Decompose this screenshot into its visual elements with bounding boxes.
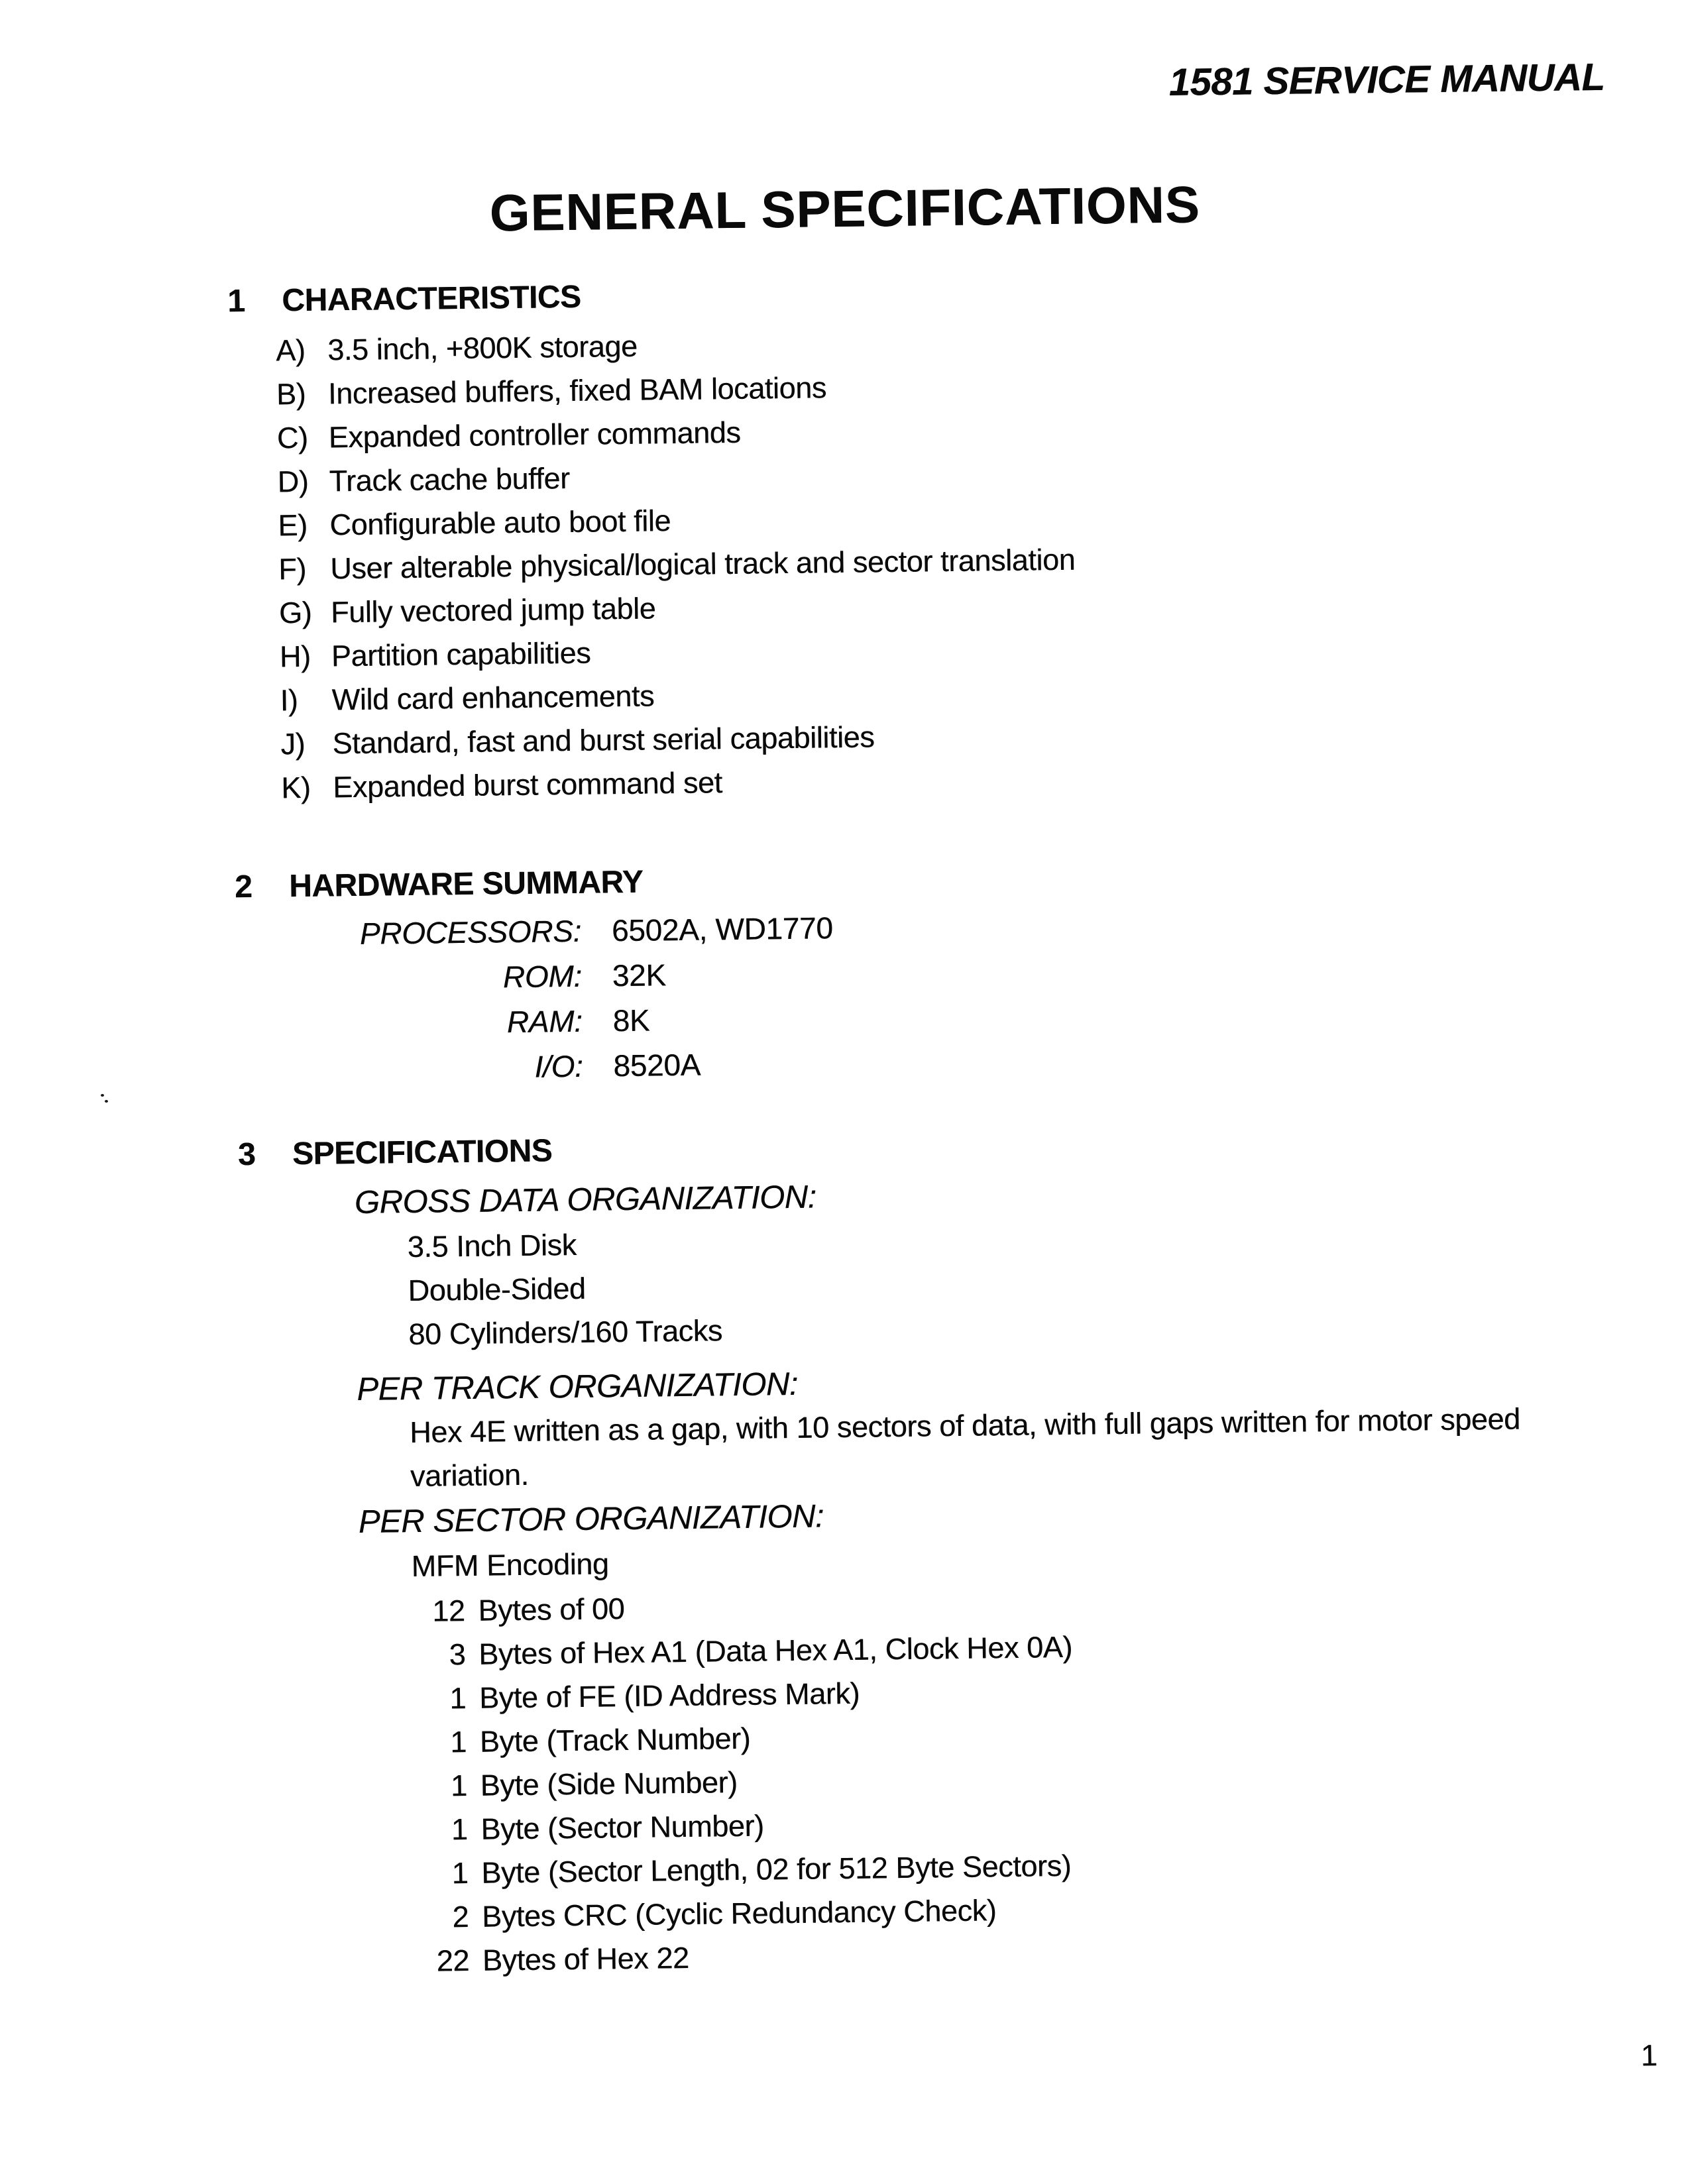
scan-artifact-speck [101, 1094, 104, 1097]
item-label: G) [278, 595, 312, 630]
item-label: D) [277, 464, 309, 499]
spec-label: I/O: [534, 1048, 583, 1084]
spec-value: 32K [612, 957, 667, 993]
section-number: 2 [234, 869, 253, 905]
item-label: F) [278, 551, 307, 586]
byte-row [431, 1844, 1075, 1896]
section-heading-specifications [238, 1132, 553, 1173]
list-item [281, 757, 1078, 810]
spec-line: 3.5 Inch Disk [407, 1227, 577, 1264]
byte-count: 1 [451, 1812, 468, 1847]
byte-text: Byte of FE (ID Address Mark) [478, 1676, 860, 1715]
section-heading-text: HARDWARE SUMMARY [288, 864, 644, 904]
item-label: H) [279, 639, 311, 674]
item-text: User alterable physical/logical track and sector translation [329, 542, 1076, 586]
item-text: Standard, fast and burst serial capabilities [332, 720, 875, 761]
item-label: B) [276, 376, 306, 411]
item-label: I) [280, 683, 298, 718]
item-text: Fully vectored jump table [330, 591, 656, 629]
item-text: 3.5 inch, +800K storage [327, 329, 638, 367]
item-label: J) [280, 726, 306, 761]
spec-line: Double-Sided [408, 1271, 586, 1308]
hardware-summary-table [0, 905, 835, 1095]
byte-text: Byte (Side Number) [480, 1765, 738, 1802]
section-heading-hardware [235, 864, 644, 906]
byte-count: 2 [452, 1899, 469, 1934]
mfm-encoding-line: MFM Encoding [411, 1547, 609, 1584]
section-heading-characteristics [227, 279, 581, 320]
spec-row [0, 1040, 835, 1095]
byte-count: 22 [436, 1943, 470, 1978]
item-text: Partition capabilities [331, 635, 591, 673]
item-label: C) [276, 420, 308, 455]
byte-row [429, 1713, 1074, 1765]
item-text: Increased buffers, fixed BAM locations [327, 370, 827, 411]
byte-text: Bytes of Hex A1 (Data Hex A1, Clock Hex 0A) [478, 1629, 1073, 1671]
spec-value: 8520A [613, 1047, 701, 1083]
section-heading-text: SPECIFICATIONS [292, 1133, 553, 1172]
item-text: Expanded controller commands [328, 415, 741, 455]
byte-row [432, 1932, 1076, 1983]
document-header: 1581 SERVICE MANUAL [1168, 55, 1605, 104]
page-number: 1 [1640, 2038, 1658, 2073]
byte-count: 3 [449, 1637, 466, 1672]
byte-text: Byte (Track Number) [479, 1721, 751, 1759]
subsection-heading-per-sector: PER SECTOR ORGANIZATION: [358, 1498, 824, 1540]
subsection-heading-gross-data: GROSS DATA ORGANIZATION: [354, 1179, 816, 1221]
item-label: A) [275, 333, 306, 368]
byte-count: 12 [431, 1594, 465, 1628]
scan-artifact-speck [105, 1100, 108, 1103]
characteristics-list [276, 319, 1078, 810]
section-heading-text: CHARACTERISTICS [282, 279, 581, 319]
item-text: Configurable auto boot file [329, 504, 671, 542]
byte-count: 1 [449, 1725, 467, 1759]
byte-text: Bytes of 00 [478, 1592, 625, 1627]
section-number: 1 [227, 283, 245, 319]
byte-count: 1 [451, 1856, 469, 1890]
byte-text: Byte (Sector Number) [480, 1808, 764, 1846]
byte-row [431, 1888, 1076, 1939]
item-label: E) [278, 508, 308, 543]
per-track-paragraph: Hex 4E written as a gap, with 10 sectors of data, with full gaps written for motor speed variation. [409, 1401, 1521, 1494]
byte-count: 1 [450, 1769, 468, 1803]
section-number: 3 [237, 1136, 256, 1173]
byte-row [429, 1669, 1073, 1721]
byte-count: 1 [449, 1681, 467, 1716]
byte-text: Byte (Sector Length, 02 for 512 Byte Sectors) [481, 1848, 1072, 1890]
item-label: K) [281, 770, 311, 805]
byte-row [427, 1582, 1072, 1633]
spec-label: ROM: [502, 958, 583, 995]
sector-byte-list [427, 1582, 1076, 1983]
byte-row [428, 1625, 1072, 1677]
subsection-heading-per-track: PER TRACK ORGANIZATION: [357, 1366, 799, 1407]
item-text: Expanded burst command set [333, 765, 723, 804]
item-text: Wild card enhancements [331, 679, 655, 717]
spec-label: PROCESSORS: [359, 913, 582, 951]
spec-value: 6502A, WD1770 [611, 910, 833, 948]
item-text: Track cache buffer [329, 461, 570, 498]
gross-data-lines [407, 1221, 722, 1356]
spec-value: 8K [612, 1003, 650, 1038]
spec-label: RAM: [506, 1003, 583, 1040]
page-title: GENERAL SPECIFICATIONS [489, 175, 1201, 243]
byte-text: Bytes of Hex 22 [482, 1940, 689, 1977]
byte-text: Bytes CRC (Cyclic Redundancy Check) [481, 1893, 997, 1934]
byte-row [430, 1800, 1074, 1852]
byte-row [429, 1757, 1074, 1808]
spec-line: 80 Cylinders/160 Tracks [408, 1313, 723, 1352]
